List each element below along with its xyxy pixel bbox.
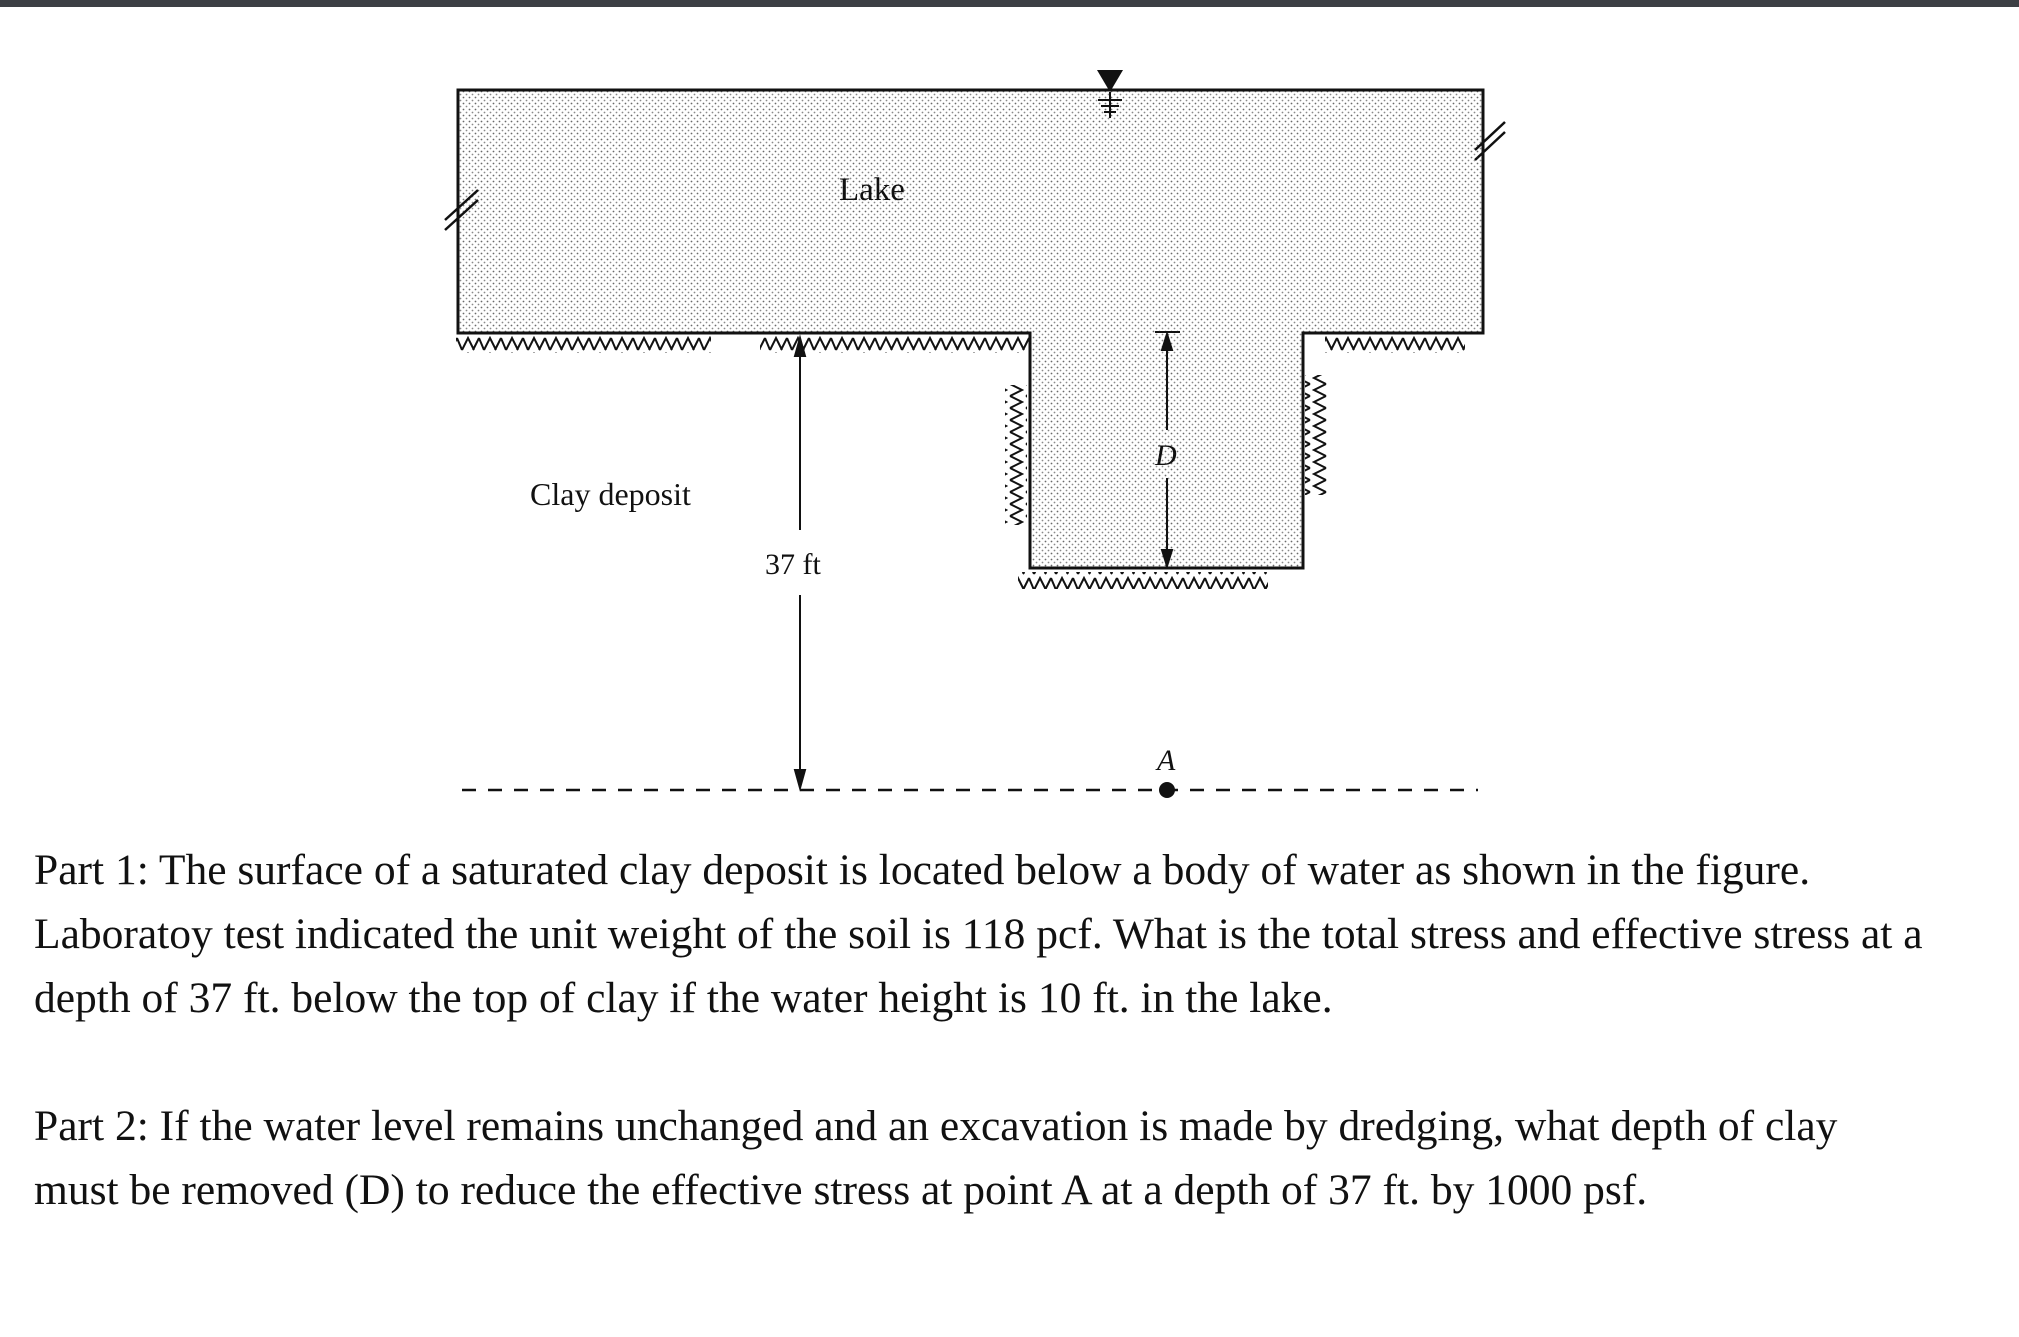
ground-hatch (456, 336, 1465, 589)
dredge-depth-label: D (1155, 439, 1177, 472)
depth-37ft-label: 37 ft (765, 548, 821, 581)
lake-label: Lake (839, 172, 905, 208)
problem-part-2: Part 2: If the water level remains unchanged and an excavation is made by dredging, what depth of clay must be removed (D) to reduce the effective stress at point A at a depth of 37 ft. by 1000 psf. (34, 1102, 1838, 1214)
problem-part-1: Part 1: The surface of a saturated clay deposit is located below a body of water as shown in the figure. Laboratoy test indicated the unit weight of the soil is 118 pcf. What is the total stress and effective stress at a depth of 37 ft. below the top of clay if the water height is 10 ft. in the lake. (34, 846, 1923, 1022)
point-a-marker (1159, 782, 1175, 798)
clay-deposit-label: Clay deposit (530, 476, 691, 512)
point-a-label: A (1157, 744, 1176, 777)
